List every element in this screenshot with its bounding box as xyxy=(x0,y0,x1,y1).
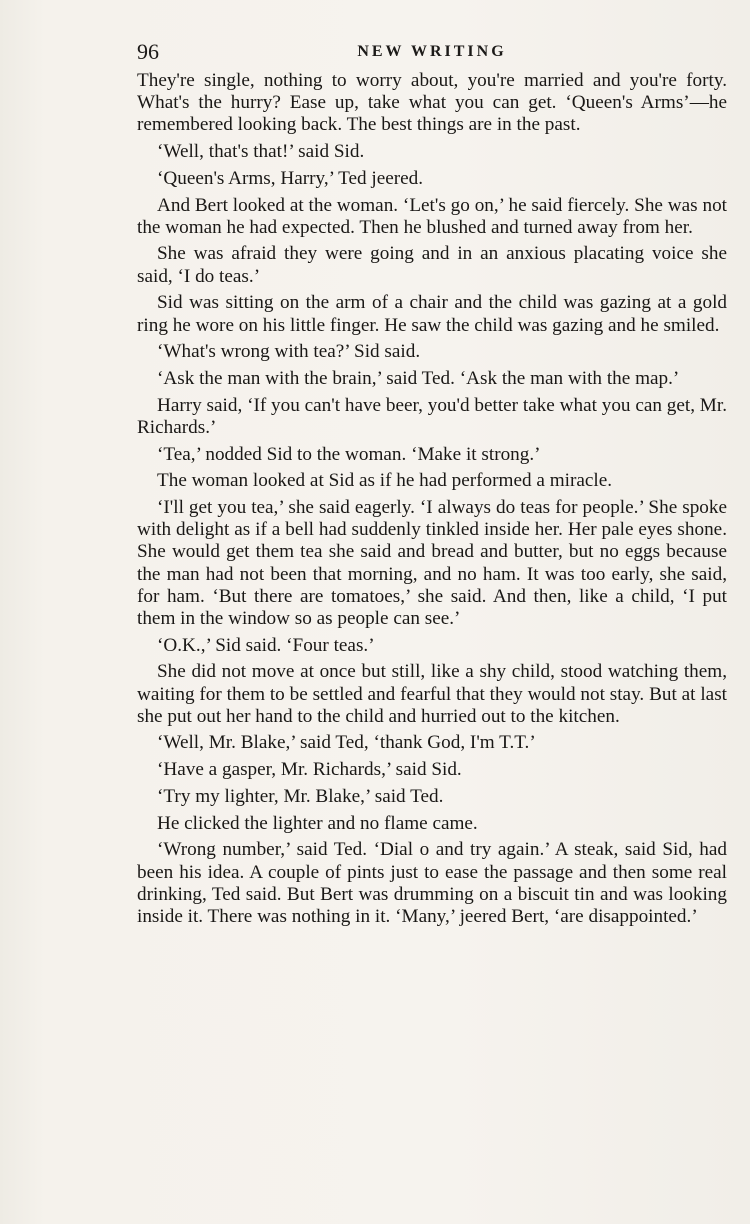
paragraph: She did not move at once but still, like a shy child, stood watching them, waiting for them to be settled and fearful that they would not stay. But at last she put out her hand to the child and hurried out to the kitchen. xyxy=(137,661,727,727)
paragraph: ‘Queen's Arms, Harry,’ Ted jeered. xyxy=(157,167,424,189)
paragraph: ‘What's wrong with tea?’ Sid said. xyxy=(157,341,421,363)
paragraph: ‘I'll get you tea,’ she said eagerly. ‘I always do teas for people.’ She spoke with delight as if a bell had suddenly tinkled inside her. Her pale eyes shone. She would get them tea she said and bread and butter, but no eggs because the man had not been that morning, and no ham. It was too early, she said, for ham. ‘But there are tomatoes,’ she said. And then, like a child, ‘I put them in the window so as people can see.’ xyxy=(137,496,727,629)
paragraph: ‘O.K.,’ Sid said. ‘Four teas.’ xyxy=(157,634,375,656)
paragraph: They're single, nothing to worry about, you're married and you're forty. What's the hurry? Ease up, take what you can get. ‘Queen's Arms’—he remembered looking back. The best things are in the past. xyxy=(137,70,727,136)
paragraph: ‘Try my lighter, Mr. Blake,’ said Ted. xyxy=(157,785,444,807)
page-header xyxy=(137,38,727,66)
paragraph: ‘Well, Mr. Blake,’ said Ted, ‘thank God, I'm T.T.’ xyxy=(157,732,536,754)
paragraph: ‘Tea,’ nodded Sid to the woman. ‘Make it strong.’ xyxy=(157,443,541,465)
text-body xyxy=(137,70,727,933)
running-head: NEW WRITING xyxy=(357,43,507,60)
paragraph: ‘Have a gasper, Mr. Richards,’ said Sid. xyxy=(157,759,462,781)
paragraph: Harry said, ‘If you can't have beer, you'd better take what you can get, Mr. Richards.’ xyxy=(137,394,727,438)
paragraph: ‘Ask the man with the brain,’ said Ted. ‘Ask the man with the map.’ xyxy=(157,367,680,389)
paragraph: And Bert looked at the woman. ‘Let's go on,’ he said fiercely. She was not the woman he had expected. Then he blushed and turned away from her. xyxy=(137,194,727,238)
paragraph: She was afraid they were going and in an anxious placating voice she said, ‘I do teas.’ xyxy=(137,243,727,287)
paragraph: ‘Well, that's that!’ said Sid. xyxy=(157,141,365,163)
paragraph: He clicked the lighter and no flame came. xyxy=(157,812,478,834)
paragraph: ‘Wrong number,’ said Ted. ‘Dial o and try again.’ A steak, said Sid, had been his idea. A couple of pints just to ease the passage and then some real drinking, Ted said. But Bert was drumming on a biscuit tin and was looking inside it. There was nothing in it. ‘Many,’ jeered Bert, ‘are disappointed.’ xyxy=(137,839,727,927)
paragraph: The woman looked at Sid as if he had performed a miracle. xyxy=(157,470,613,492)
paragraph: Sid was sitting on the arm of a chair and the child was gazing at a gold ring he wore on his little finger. He saw the child was gazing and he smiled. xyxy=(137,292,727,336)
page-number: 96 xyxy=(137,39,159,64)
